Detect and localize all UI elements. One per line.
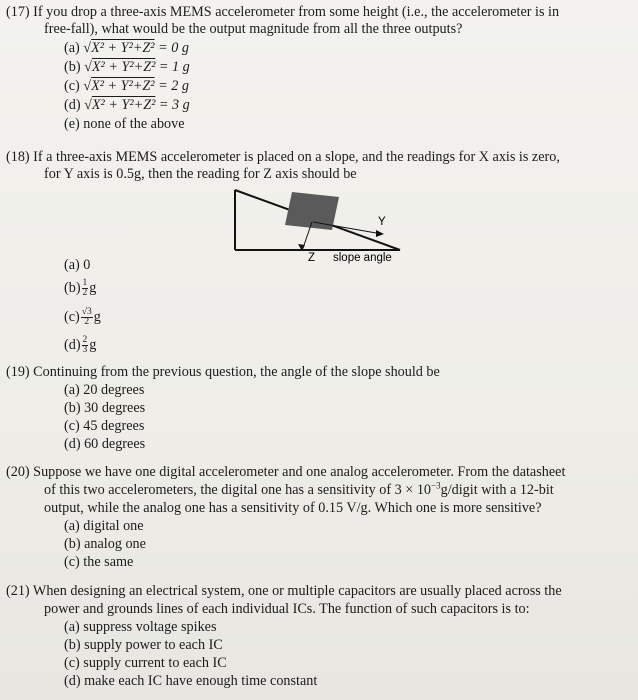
q18-option-d: (d) $\frac{2}{3}$ g [64,335,97,355]
q19-option-b: (b) 30 degrees [64,400,146,416]
q21-option-a: (a) suppress voltage spikes [64,619,217,635]
q20-stem-line1: (20) Suppose we have one digital accelerometer and one analog accelerometer. From the datasheet [6,464,566,480]
q17-stem-line2: free-fall), what would be the output magnitude from all the three outputs? [44,21,463,37]
accelerometer-block [285,192,339,230]
q21-stem-line2: power and grounds lines of each individual ICs. The function of such capacitors is to: [44,601,530,617]
q17-option-a: (a) √X² + Y²+Z² = 0 g [64,40,189,56]
q17-stem-line1: (17) If you drop a three-axis MEMS accelerometer from some height (i.e., the accelerometer is in [6,4,560,20]
q20-option-c: (c) the same [64,554,134,570]
q18-option-c: (c) $\frac{√3}{2}$ g [64,307,101,327]
q18-option-b: (b) $\frac{1}{2}$ g [64,278,97,298]
q20-option-a: (a) digital one [64,518,144,534]
q21-option-c: (c) supply current to each IC [64,655,227,671]
q18-stem-line1: (18) If a three-axis MEMS accelerometer is placed on a slope, and the readings for X axis is zero, [6,149,560,165]
q21-option-b: (b) supply power to each IC [64,637,223,653]
q20-stem-line3: output, while the analog one has a sensitivity of 0.15 V/g. Which one is more sensitive? [44,500,542,516]
slope-angle-label: slope angle [333,252,392,264]
q18-option-a: (a) 0 [64,257,91,273]
q17-option-c: (c) √X² + Y²+Z² = 2 g [64,78,189,94]
q20-stem-line2: of this two accelerometers, the digital one has a sensitivity of $3 \times 10^{-3}g$/digit with a 12-bit [44,480,554,498]
q18-stem-line2: for Y axis is 0.5g, then the reading for Z axis should be [44,166,357,182]
q21-stem-line1: (21) When designing an electrical system, one or multiple capacitors are usually placed across the [6,583,562,599]
q19-stem: (19) Continuing from the previous question, the angle of the slope should be [6,364,440,380]
fraction: $\frac{1}{2}$ [82,278,88,298]
q21-option-d: (d) make each IC have enough time constant [64,673,318,689]
q19-option-a: (a) 20 degrees [64,382,145,398]
q19-option-c: (c) 45 degrees [64,418,145,434]
q17-option-d: (d) √X² + Y²+Z² = 3 g [64,97,190,113]
q20-option-b: (b) analog one [64,536,146,552]
q17-option-e: (e) none of the above [64,116,185,132]
y-axis-arrowhead [376,230,384,237]
fraction: $\frac{2}{3}$ [82,335,88,355]
fraction: $\frac{√3}{2}$ [81,307,92,327]
z-axis-label: Z [308,252,316,264]
q19-option-d: (d) 60 degrees [64,436,146,452]
q17-option-b: (b) √X² + Y²+Z² = 1 g [64,59,190,75]
y-axis-label: Y [378,216,386,228]
